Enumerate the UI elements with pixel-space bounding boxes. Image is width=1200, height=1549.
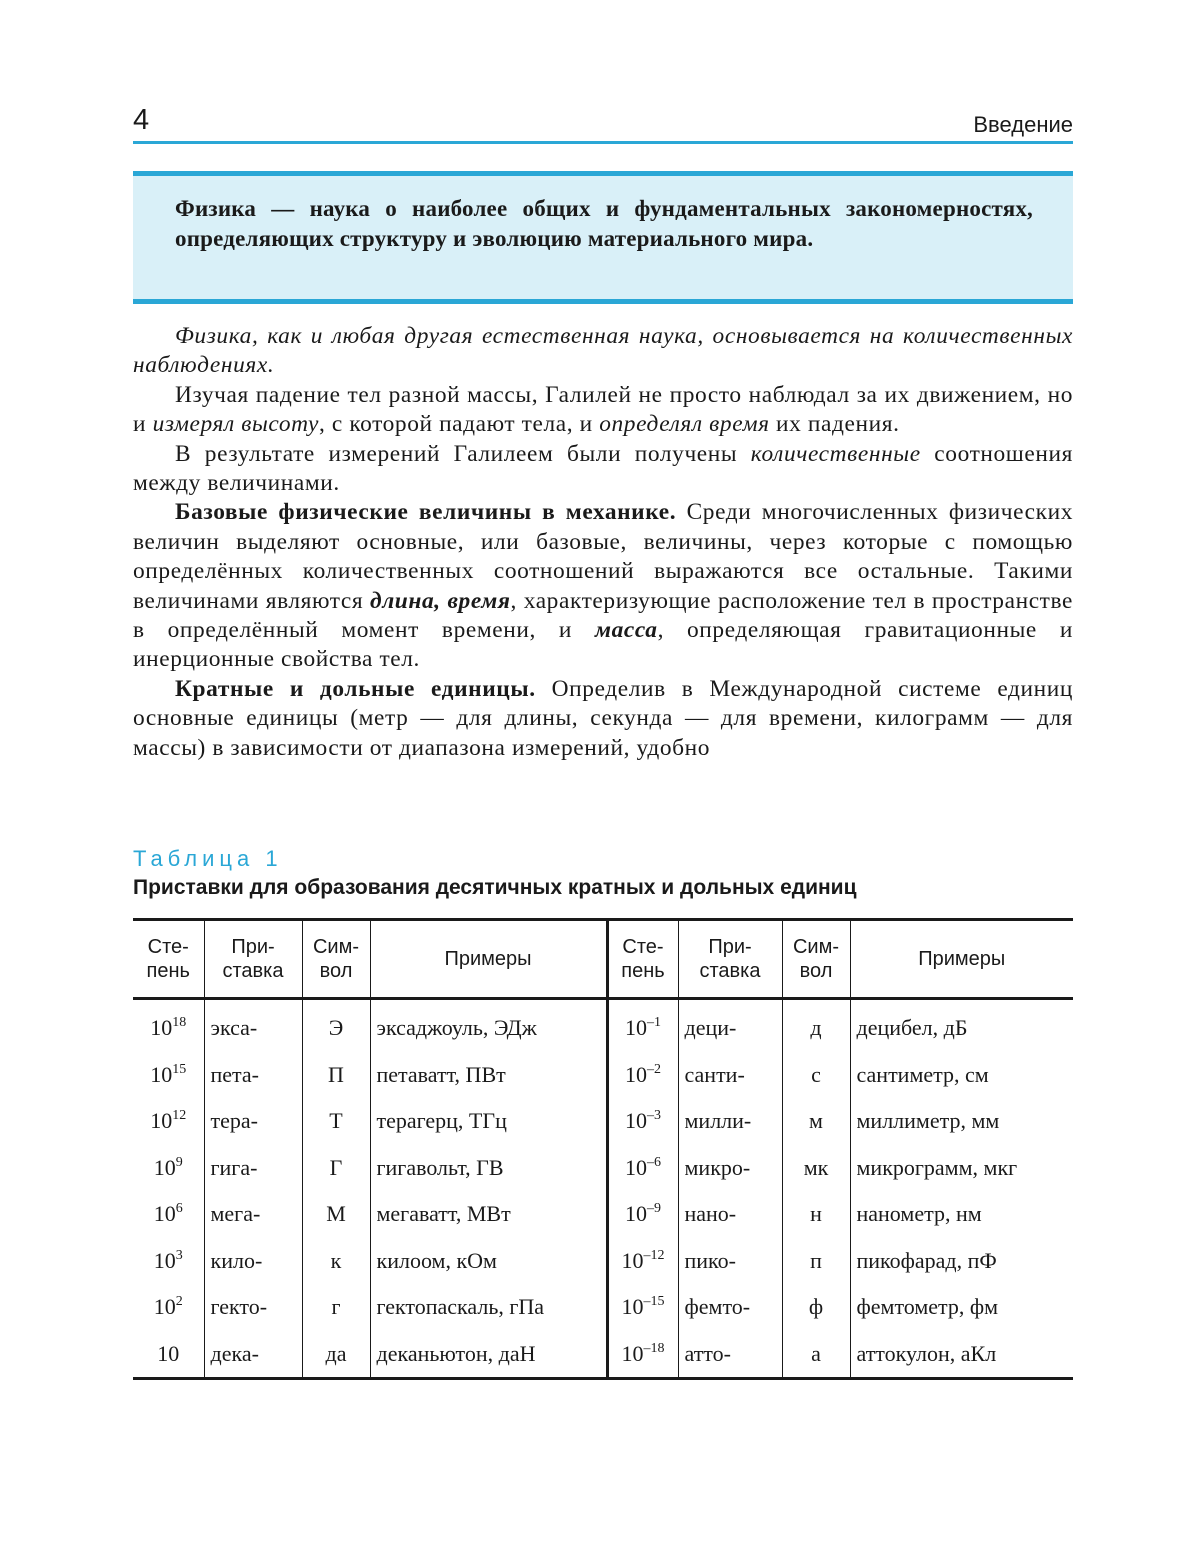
section-heading: Кратные и дольные единицы. [175, 675, 536, 702]
paragraph [133, 322, 1073, 381]
text-run: Определив в Международной системе единиц основные единицы (метр — для длины, секунда — для времени, килограмм — для массы) в зависимости от диапазона измерений, удобно [133, 675, 1073, 761]
cell-symbol: Г [302, 1145, 370, 1192]
header-examples: Примеры [370, 920, 607, 999]
cell-example: килоом, кОм [370, 1238, 607, 1285]
cell-prefix: санти- [678, 1052, 782, 1099]
header-prefix: При- ставка [204, 920, 302, 999]
italic-text: Физика, как и любая другая естественная наука, основывается на количественных наблюдениях. [133, 323, 1073, 379]
cell-power: $10^{-6}$ [607, 1145, 678, 1192]
table-row [133, 1284, 1073, 1331]
header-prefix: При- ставка [678, 920, 782, 999]
cell-prefix: экса- [204, 999, 302, 1052]
italic-text: определял время [599, 411, 770, 438]
cell-example: петаватт, ПВт [370, 1052, 607, 1099]
cell-example: деканьютон, даН [370, 1331, 607, 1379]
cell-prefix: гекто- [204, 1284, 302, 1331]
bold-italic-text: масса [595, 617, 658, 644]
cell-power: $10^9$ [133, 1145, 204, 1192]
cell-prefix: гига- [204, 1145, 302, 1192]
cell-example: гигавольт, ГВ [370, 1145, 607, 1192]
cell-symbol: да [302, 1331, 370, 1379]
cell-example: мегаватт, МВт [370, 1191, 607, 1238]
cell-symbol: м [782, 1098, 850, 1145]
header-power: Сте- пень [607, 920, 678, 999]
cell-prefix: нано- [678, 1191, 782, 1238]
cell-example: терагерц, ТГц [370, 1098, 607, 1145]
table-row [133, 1238, 1073, 1285]
cell-prefix: пико- [678, 1238, 782, 1285]
definition-box [133, 171, 1073, 304]
cell-example: эксаджоуль, ЭДж [370, 999, 607, 1052]
cell-symbol: П [302, 1052, 370, 1099]
text-run: Изучая падение тел разной массы, Галилей не просто наблюдал за их движением, но и [133, 381, 1073, 438]
cell-example: пикофарад, пФ [856, 1247, 997, 1273]
table-row [133, 1145, 1073, 1192]
cell-example: децибел, дБ [856, 1015, 968, 1041]
text-run: соотношения между величинами. [133, 440, 1073, 497]
cell-power: $10^{-15}$ [607, 1284, 678, 1331]
cell-power: $10^{-1}$ [607, 999, 678, 1052]
header-rule [133, 141, 1073, 144]
cell-symbol: к [302, 1238, 370, 1285]
cell-symbol: д [782, 999, 850, 1052]
paragraph [133, 675, 1073, 763]
cell-symbol: с [782, 1052, 850, 1099]
text-run: , характеризующие расположение тел в пространстве в определённый момент времени, и [133, 587, 1073, 644]
cell-power: $10^{-3}$ [607, 1098, 678, 1145]
definition-text: Физика — наука о наиболее общих и фундаментальных закономерностях, определяющих структуру и эволюцию материального мира. [175, 196, 1033, 251]
cell-power: $10^{-18}$ [607, 1331, 678, 1379]
cell-prefix: тера- [204, 1098, 302, 1145]
paragraph [133, 381, 1073, 440]
cell-prefix: микро- [678, 1145, 782, 1192]
table-title: Приставки для образования десятичных кратных и дольных единиц [133, 876, 857, 899]
section-heading: Базовые физические величины в механике. [175, 499, 677, 526]
header-symbol: Сим- вол [302, 920, 370, 999]
table-row [133, 1191, 1073, 1238]
table-row [133, 1098, 1073, 1145]
text-run: , определяющая гравитационные и инерционные свойства тел. [133, 617, 1073, 673]
cell-power: $10^{-9}$ [607, 1191, 678, 1238]
cell-example: сантиметр, см [856, 1061, 989, 1087]
italic-text: количественные [750, 440, 921, 467]
cell-prefix: милли- [678, 1098, 782, 1145]
cell-symbol: М [302, 1191, 370, 1238]
cell-example: гектопаскаль, гПа [370, 1284, 607, 1331]
paragraph [133, 440, 1073, 499]
cell-example: нанометр, нм [856, 1201, 982, 1227]
cell-power: 10 [133, 1331, 204, 1379]
cell-prefix: пета- [204, 1052, 302, 1099]
cell-power: $10^{18}$ [133, 999, 204, 1052]
table-row [133, 999, 1073, 1052]
cell-example: аттокулон, аКл [856, 1340, 997, 1366]
cell-symbol: г [302, 1284, 370, 1331]
cell-power: $10^{12}$ [133, 1098, 204, 1145]
paragraph [133, 498, 1073, 674]
cell-power: $10^{-12}$ [607, 1238, 678, 1285]
table-row [133, 1331, 1073, 1379]
cell-symbol: п [782, 1238, 850, 1285]
header-symbol: Сим- вол [782, 920, 850, 999]
italic-text: измерял высоту [152, 411, 320, 438]
prefix-table [133, 918, 1073, 1380]
bold-italic-text: длина, время [370, 587, 511, 614]
cell-symbol: мк [782, 1145, 850, 1192]
body-text [133, 322, 1073, 763]
cell-power: $10^2$ [133, 1284, 204, 1331]
cell-power: $10^6$ [133, 1191, 204, 1238]
cell-symbol: Т [302, 1098, 370, 1145]
table-row [133, 1052, 1073, 1099]
cell-example: фемтометр, фм [856, 1294, 999, 1320]
table-caption: Таблица 1 [133, 846, 283, 871]
header-power: Сте- пень [133, 920, 204, 999]
cell-symbol: н [782, 1191, 850, 1238]
cell-prefix: мега- [204, 1191, 302, 1238]
text-run: Среди многочисленных физических величин выделяют основные, или базовые, величины, через которые с помощью определённых количественных соотношений выражаются все остальные. Такими величинами являются [133, 499, 1073, 614]
cell-prefix: деци- [678, 999, 782, 1052]
cell-prefix: кило- [204, 1238, 302, 1285]
chapter-title: Введение [973, 112, 1073, 137]
cell-prefix: атто- [678, 1331, 782, 1379]
header-examples: Примеры [850, 920, 1073, 999]
cell-power: $10^{15}$ [133, 1052, 204, 1099]
cell-symbol: Э [302, 999, 370, 1052]
cell-example: миллиметр, мм [856, 1108, 1000, 1134]
cell-power: $10^{-2}$ [607, 1052, 678, 1099]
page-number: 4 [133, 104, 150, 136]
cell-prefix: дека- [204, 1331, 302, 1379]
cell-symbol: а [782, 1331, 850, 1379]
cell-prefix: фемто- [678, 1284, 782, 1331]
text-run: , с которой падают тела, и [319, 411, 600, 438]
cell-symbol: ф [782, 1284, 850, 1331]
table-header-row [133, 920, 1073, 999]
cell-power: $10^3$ [133, 1238, 204, 1285]
text-run: В результате измерений Галилеем были получены [175, 440, 751, 467]
cell-example: микрограмм, мкг [856, 1154, 1018, 1180]
text-run: их падения. [769, 411, 900, 438]
